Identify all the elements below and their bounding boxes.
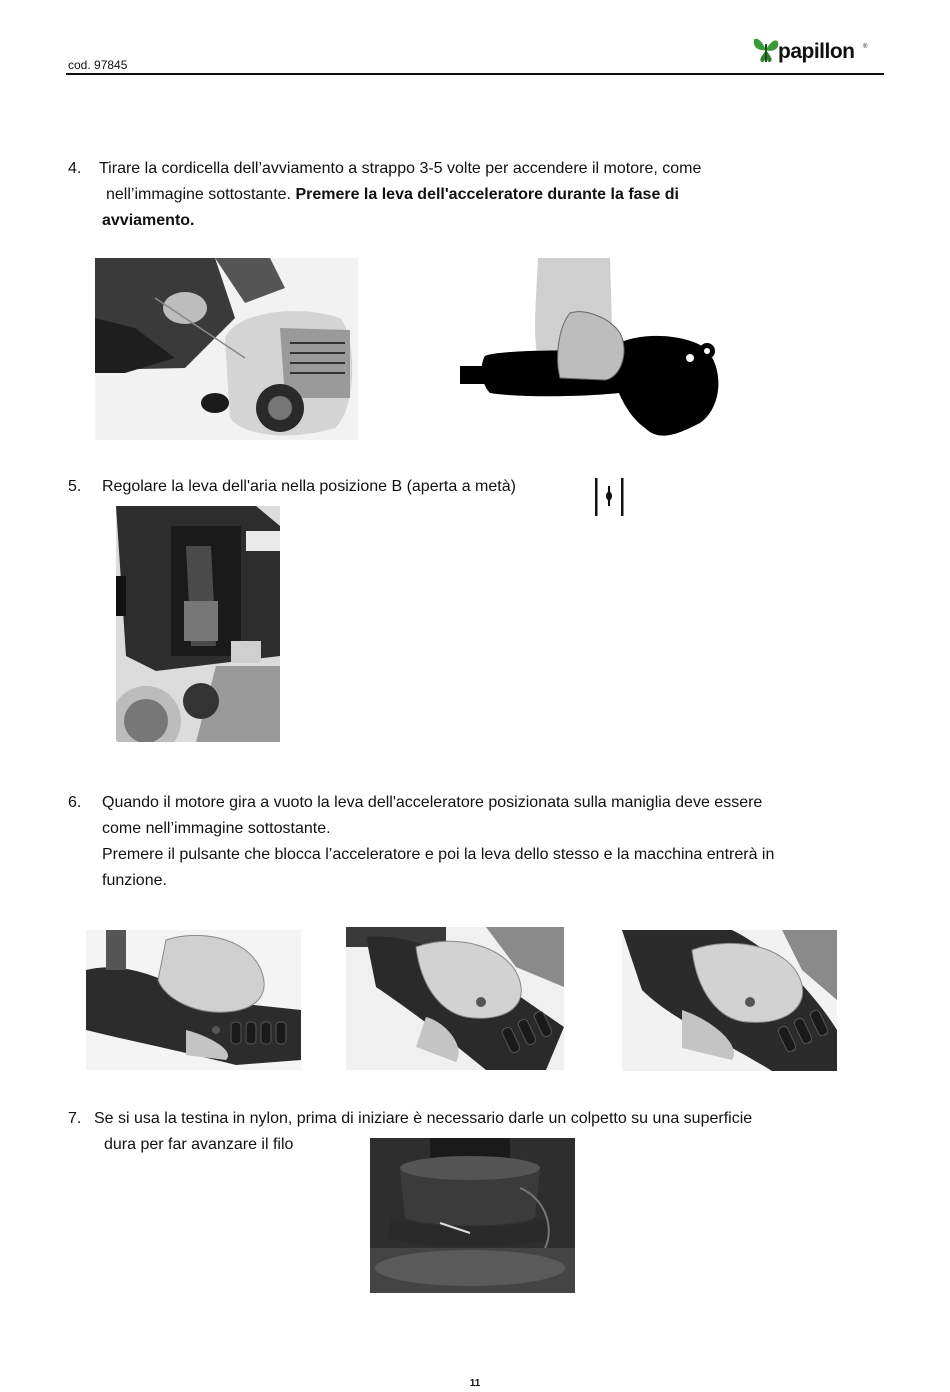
step-text-line: [106, 182, 679, 208]
step-number: 5.: [68, 478, 82, 495]
papillon-logo: [752, 30, 872, 70]
step-text-line: come nell’immagine sottostante.: [102, 820, 331, 837]
nylon-head-photo: [370, 1138, 575, 1293]
step-text-line: Premere il pulsante che blocca l’acceleratore e poi la leva dello stesso e la macchina entrerà in: [102, 846, 775, 863]
choke-half-open-icon: [592, 476, 626, 518]
step-text-line: Se si usa la testina in nylon, prima di iniziare è necessario darle un colpetto su una superficie: [94, 1110, 753, 1127]
hand-throttle-drawing: [460, 258, 728, 448]
engine-pull-start-photo: [95, 258, 358, 440]
step-text-line: Quando il motore gira a vuoto la leva dell'acceleratore posizionata sulla maniglia deve essere: [102, 794, 763, 811]
step-text-line: funzione.: [102, 872, 167, 889]
step-number: 7.: [68, 1110, 82, 1127]
step-text-line: Regolare la leva dell'aria nella posizione B (aperta a metà): [102, 478, 516, 495]
handle-grip-photo-3: [622, 930, 837, 1071]
header-rule: [66, 73, 884, 75]
step-text-line: Tirare la cordicella dell’avviamento a strappo 3-5 volte per accendere il motore, come: [99, 160, 702, 177]
brand-name: papillon: [778, 40, 855, 63]
document-code: cod. 97845: [68, 58, 128, 72]
handle-grip-photo-2: [346, 927, 564, 1070]
step-number: 4.: [68, 160, 82, 177]
handle-grip-photo-1: [86, 930, 301, 1070]
trademark-symbol: ®: [863, 44, 868, 50]
step-number: 6.: [68, 794, 82, 811]
page-number: 11: [469, 1378, 481, 1389]
step-text-normal: nell’immagine sottostante.: [106, 186, 291, 203]
step-text-bold-line: avviamento.: [102, 212, 195, 229]
choke-lever-photo: [116, 506, 280, 742]
step-text-bold: Premere la leva dell'acceleratore durante la fase di: [295, 186, 679, 203]
step-text-line: dura per far avanzare il filo: [104, 1136, 294, 1153]
